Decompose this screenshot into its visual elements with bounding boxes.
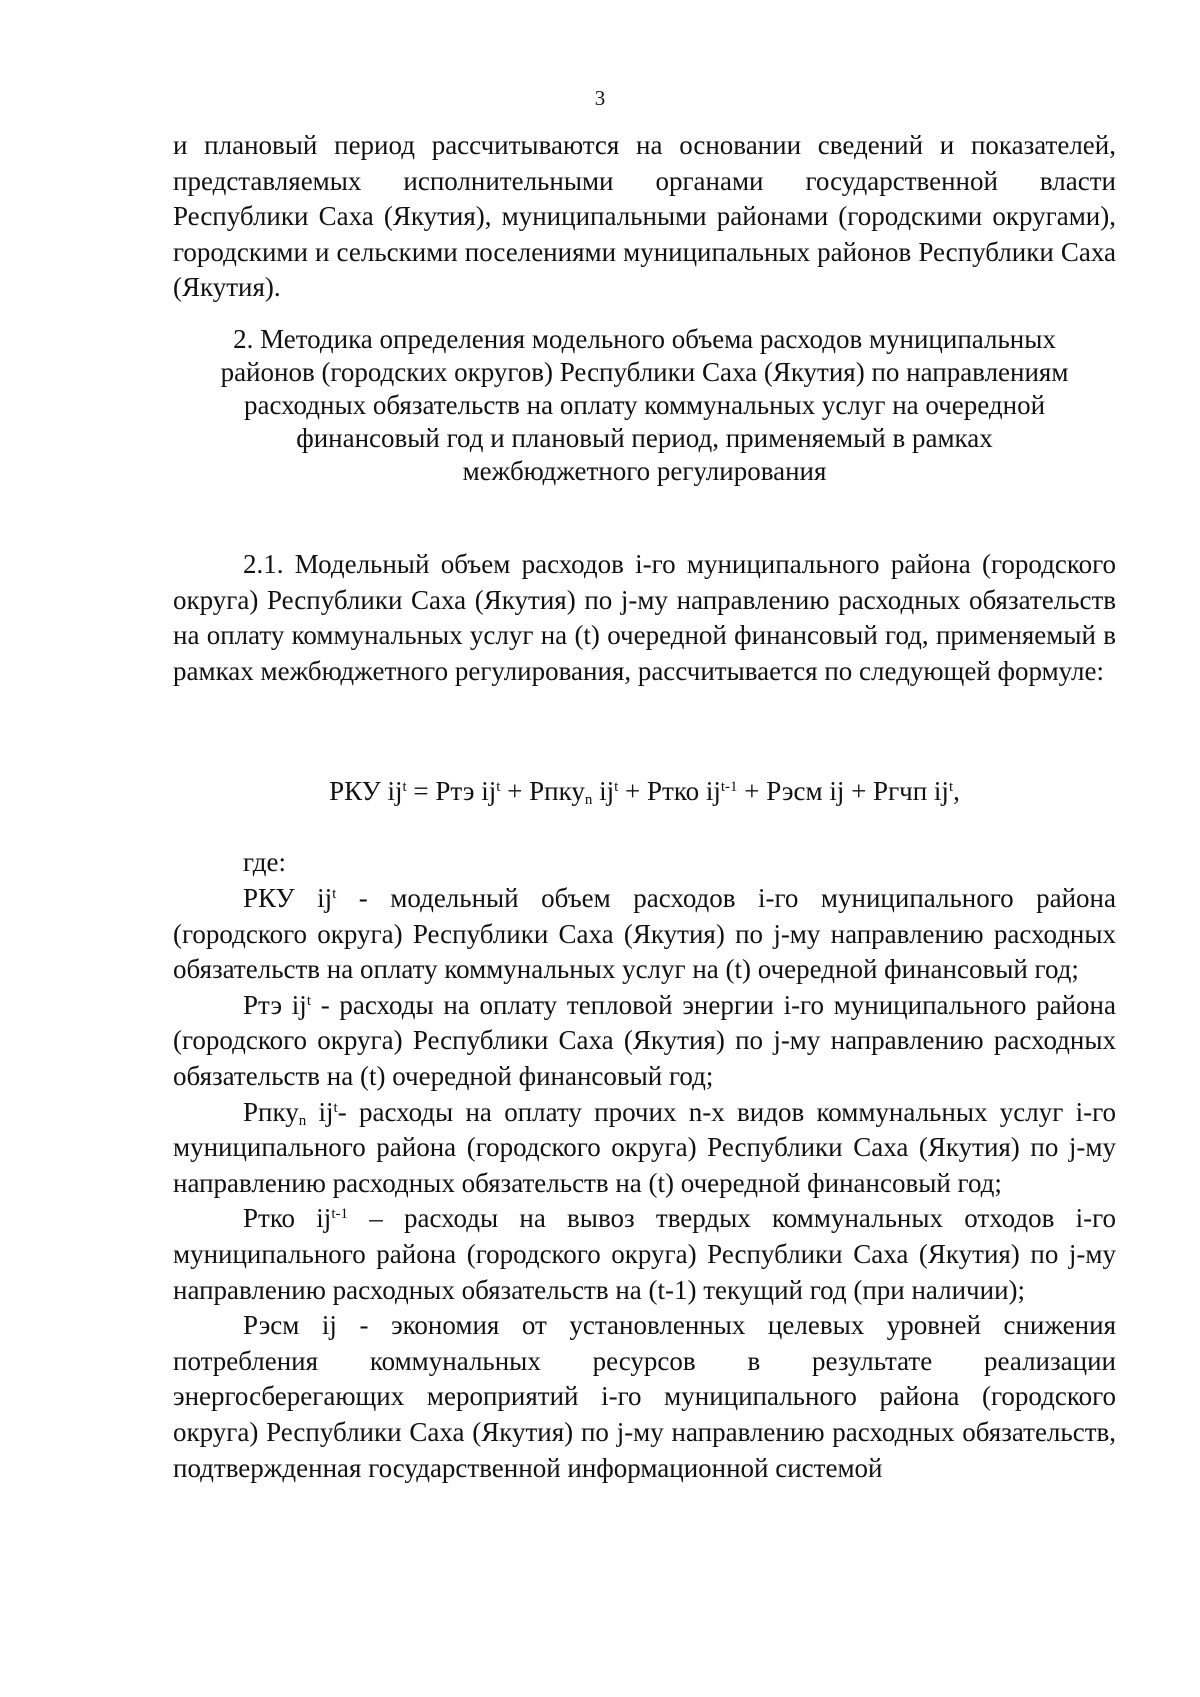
formula-sub: n <box>584 792 593 808</box>
definition-resm <box>173 1308 1116 1486</box>
formula-part: , <box>953 776 960 806</box>
definition-sup: t <box>332 886 337 902</box>
definition-rte <box>173 988 1116 1095</box>
formula-sup: t-1 <box>720 779 738 795</box>
definition-term: Рэсм ij <box>243 1310 337 1341</box>
definition-term: Ртко ij <box>243 1203 332 1234</box>
section-heading-line: районов (городских округов) Республики Саха (Якутия) по направлениям <box>220 357 1069 387</box>
definition-sup: t <box>333 1099 338 1116</box>
where-label: где: <box>243 847 286 877</box>
formula-part: ij <box>592 776 615 806</box>
definition-text: - модельный объем расходов i-го муниципального района (городского округа) Республики Саха (Якутия) по j-му направлению расходных обязательств на оплату коммунальных услуг на (t) очередной финансовый год; <box>173 883 1116 985</box>
definition-rpku <box>173 1095 1116 1202</box>
intro-paragraph: и плановый период рассчитываются на основании сведений и показателей, представляемых исполнительными органами государственной власти Республики Саха (Якутия), муниципальными районами (городскими округами), городскими и сельскими поселениями муниципальных районов Республики Саха (Якутия). <box>173 130 1116 303</box>
section-heading <box>173 323 1116 488</box>
page-number: 3 <box>594 86 606 110</box>
definition-term: Ртэ ij <box>243 989 307 1020</box>
definition-term: Рпку <box>243 1096 299 1127</box>
formula-part: РКУ ij <box>329 776 403 806</box>
formula-part: + Ртко ij <box>618 776 721 806</box>
definition-term: ij <box>306 1096 334 1127</box>
definition-text: - экономия от установленных целевых уровней снижения потребления коммунальных ресурсов в результате реализации энергосберегающих мероприятий i-го муниципального района (городского округа) Республики Саха (Якутия) по j-му направлению расходных обязательств, подтвержденная государственной информационной системой <box>173 1310 1116 1483</box>
formula-sup: t <box>496 779 501 795</box>
definition-text: - расходы на оплату тепловой энергии i-го муниципального района (городского округа) Республики Саха (Якутия) по j-му направлению расходных обязательств на (t) очередной финансовый год; <box>173 989 1116 1091</box>
formula-sup: t <box>402 779 407 795</box>
definition-rku <box>173 881 1116 988</box>
definition-term: РКУ ij <box>243 883 333 913</box>
definition-sup: t <box>306 992 311 1009</box>
definition-text: - расходы на оплату прочих n-х видов коммунальных услуг i-го муниципального района (городского округа) Республики Саха (Якутия) по j-му направлению расходных обязательств на (t) очередной финансовый год; <box>173 1096 1116 1198</box>
section-heading-line: финансовый год и плановый период, применяемый в рамках <box>296 423 993 453</box>
definition-sub: n <box>298 1112 307 1129</box>
formula-part: + Рпку <box>500 776 585 806</box>
formula-sup: t <box>948 779 954 795</box>
formula-part: = Ртэ ij <box>406 776 497 806</box>
clause-2-1: 2.1. Модельный объем расходов i-го муниципального района (городского округа) Республики Саха (Якутия) по j-му направлению расходных обязательств на оплату коммунальных услуг на (t) очередной финансовый год, применяемый в рамках межбюджетного регулирования, рассчитывается по следующей формуле: <box>173 549 1116 686</box>
definition-text: – расходы на вывоз твердых коммунальных отходов i-го муниципального района (городского округа) Республики Саха (Якутия) по j-му направлению расходных обязательств на (t-1) текущий год (при наличии); <box>173 1203 1116 1305</box>
section-heading-line: межбюджетного регулирования <box>462 456 827 486</box>
definitions <box>173 881 1116 1486</box>
section-heading-line: 2. Методика определения модельного объема расходов муниципальных <box>233 324 1056 354</box>
definition-rtko <box>173 1201 1116 1308</box>
section-heading-line: расходных обязательств на оплату коммунальных услуг на очередной <box>243 390 1046 420</box>
formula-sup: t <box>614 779 619 795</box>
formula <box>173 776 1116 807</box>
formula-part: + Рэсм ij + Ргчп ij <box>737 776 949 806</box>
definition-sup: t-1 <box>331 1206 348 1223</box>
